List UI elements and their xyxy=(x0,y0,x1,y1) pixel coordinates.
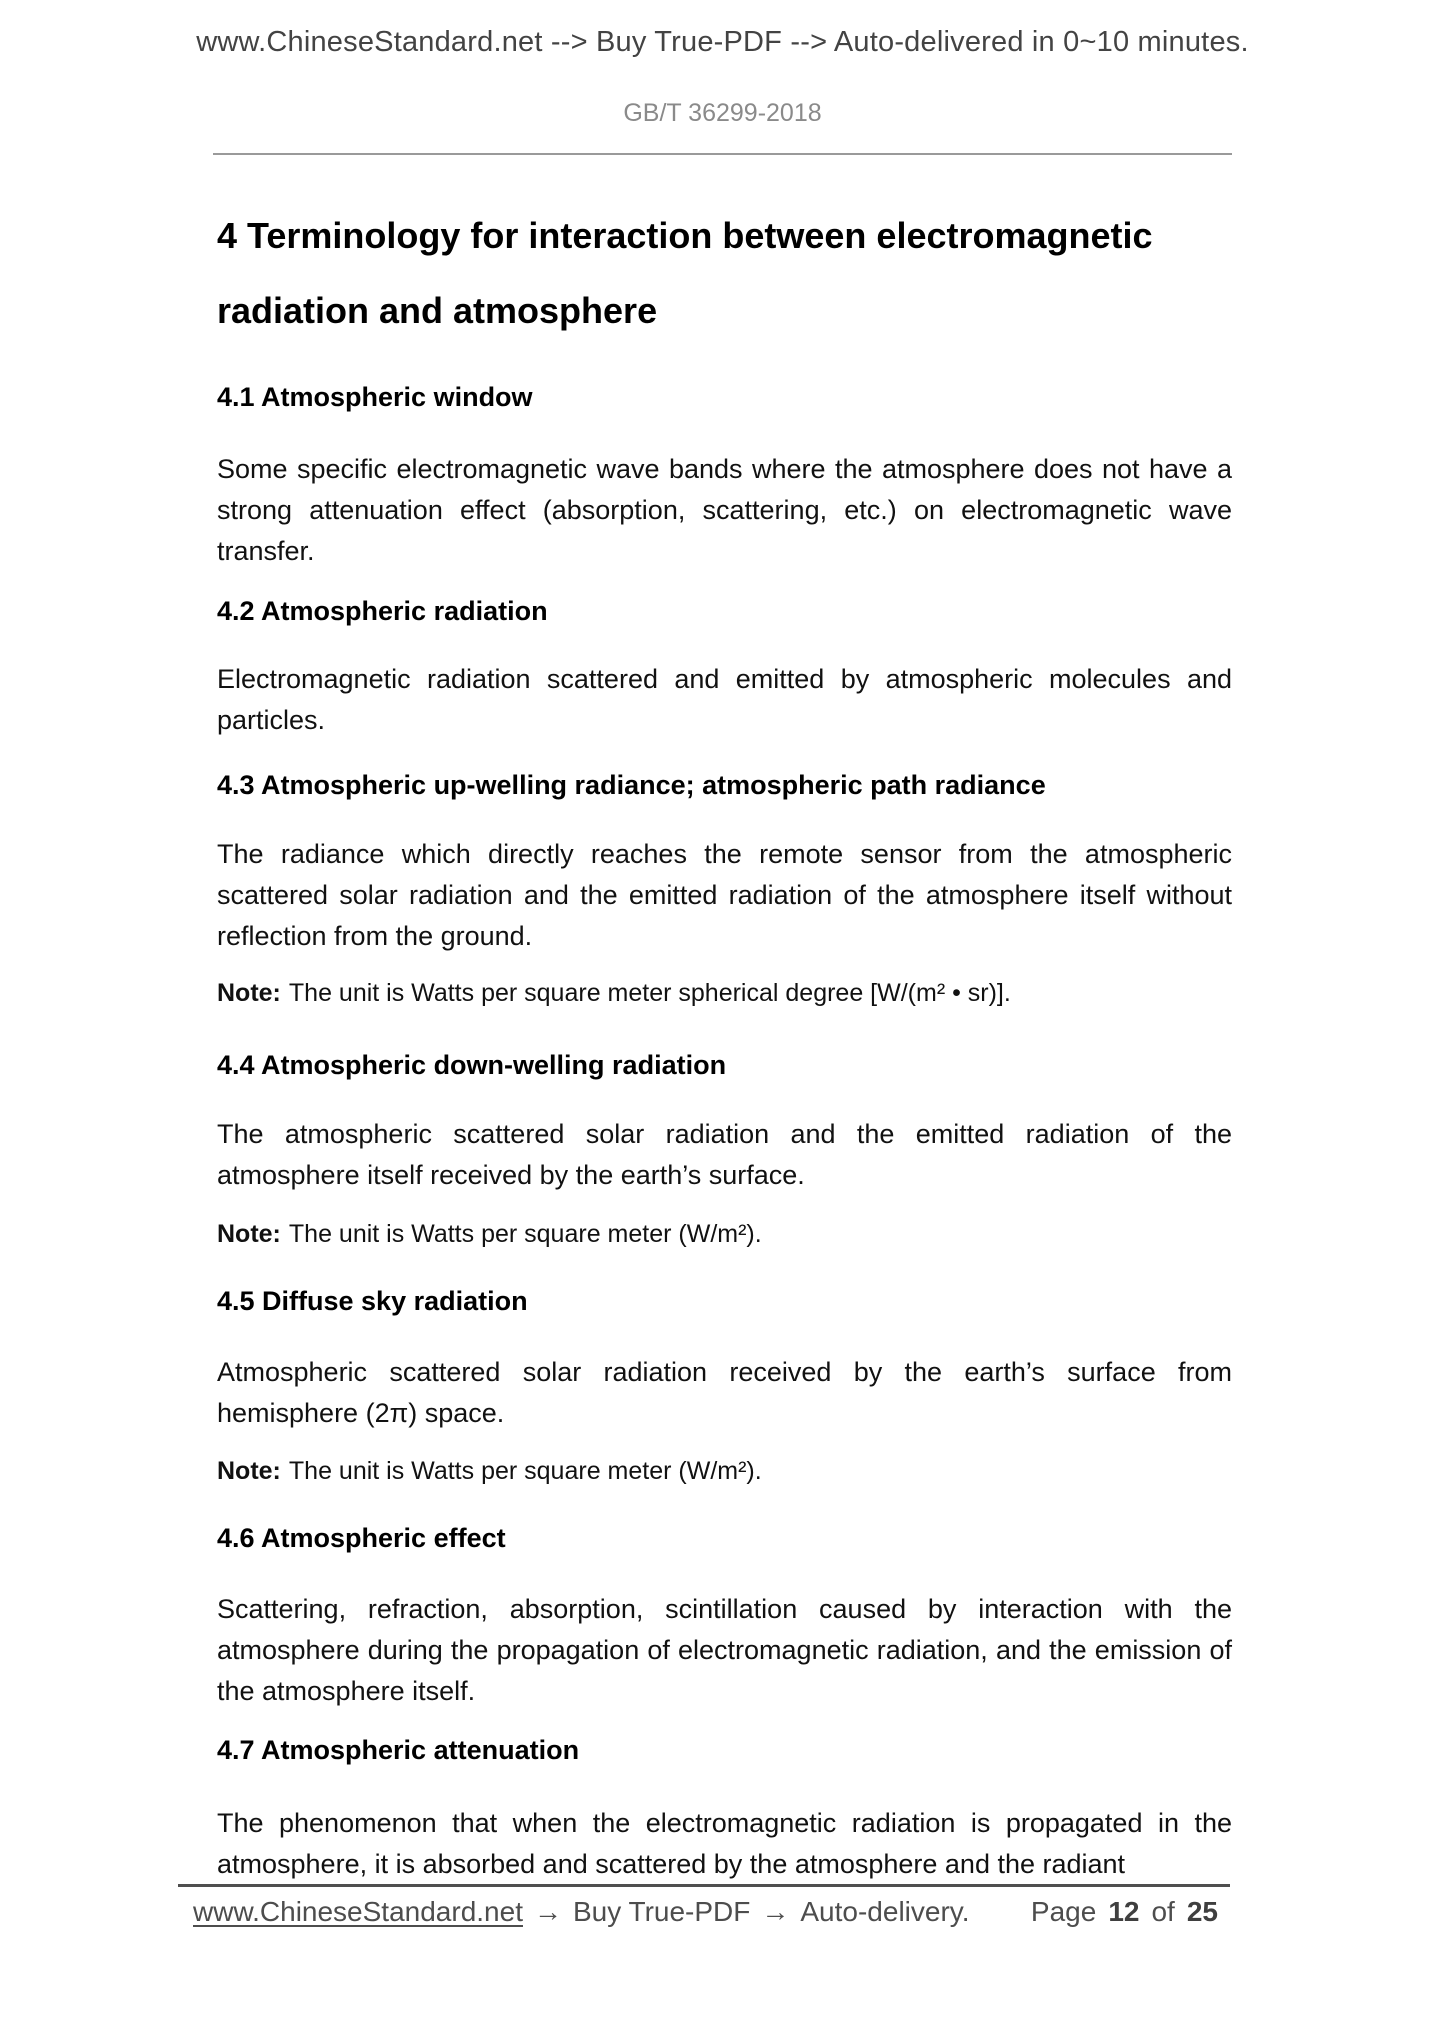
footer-site-link[interactable]: www.ChineseStandard.net xyxy=(193,1896,523,1927)
header-divider xyxy=(213,153,1232,155)
section-paragraph-4-1: Some specific electromagnetic wave bands where the atmosphere does not have a strong attenuation effect (absorption, scattering, etc.) on electromagnetic wave transfer. xyxy=(217,454,1232,566)
section-paragraph-4-3: The radiance which directly reaches the remote sensor from the atmospheric scattered solar radiation and the emitted radiation of the atmosphere itself without reflection from the ground. xyxy=(217,839,1232,951)
section-heading-4-7: 4.7 Atmospheric attenuation xyxy=(217,1735,580,1765)
page-number-total: 25 xyxy=(1186,1896,1218,1927)
section-note-4-4 xyxy=(217,1219,1232,1249)
footer-buy-label: Buy True-PDF xyxy=(572,1896,751,1927)
document-title xyxy=(217,216,1232,331)
note-text: The unit is Watts per square meter (W/m²). xyxy=(288,1457,762,1485)
note-label: Note: xyxy=(217,1457,281,1485)
arrow-right-icon: → xyxy=(761,1896,790,1927)
page-number-current: 12 xyxy=(1108,1896,1140,1927)
section-paragraph-4-5: Atmospheric scattered solar radiation received by the earth’s surface from hemisphere (2π) space. xyxy=(217,1357,1232,1428)
page-word: Page xyxy=(1030,1896,1097,1927)
of-word: of xyxy=(1151,1896,1175,1927)
arrow-right-icon: → xyxy=(533,1896,562,1927)
section-heading-4-3: 4.3 Atmospheric up-welling radiance; atmospheric path radiance xyxy=(217,770,1046,800)
section-note-4-3 xyxy=(217,978,1232,1008)
document-title-line-2: radiation and atmosphere xyxy=(217,290,658,331)
section-note-4-5 xyxy=(217,1456,1232,1486)
standard-number: GB/T 36299-2018 xyxy=(623,99,822,127)
section-heading-4-6: 4.6 Atmospheric effect xyxy=(217,1523,506,1553)
page-indicator xyxy=(1031,1896,1218,1928)
note-label: Note: xyxy=(217,1220,281,1248)
promo-line: www.ChineseStandard.net --> Buy True-PDF --> Auto-delivered in 0~10 minutes. xyxy=(196,26,1249,58)
footer-divider xyxy=(178,1884,1230,1887)
section-heading-4-1: 4.1 Atmospheric window xyxy=(217,382,533,412)
footer-left-group xyxy=(193,1896,969,1928)
note-label: Note: xyxy=(217,979,281,1007)
document-title-line-1: 4 Terminology for interaction between electromagnetic xyxy=(217,215,1153,256)
note-text: The unit is Watts per square meter spherical degree [W/(m² • sr)]. xyxy=(288,979,1011,1007)
section-heading-4-5: 4.5 Diffuse sky radiation xyxy=(217,1286,528,1316)
section-paragraph-4-4: The atmospheric scattered solar radiation and the emitted radiation of the atmosphere itself received by the earth’s surface. xyxy=(217,1119,1232,1190)
footer xyxy=(193,1896,1218,1928)
section-paragraph-4-7: The phenomenon that when the electromagnetic radiation is propagated in the atmosphere, it is absorbed and scattered by the atmosphere and the radiant xyxy=(217,1808,1232,1879)
section-heading-4-4: 4.4 Atmospheric down-welling radiation xyxy=(217,1050,727,1080)
section-heading-4-2: 4.2 Atmospheric radiation xyxy=(217,596,548,626)
section-paragraph-4-6: Scattering, refraction, absorption, scintillation caused by interaction with the atmosphere during the propagation of electromagnetic radiation, and the emission of the atmosphere itself. xyxy=(217,1594,1232,1706)
footer-delivery-label: Auto-delivery. xyxy=(800,1896,970,1927)
note-text: The unit is Watts per square meter (W/m²). xyxy=(288,1220,762,1248)
section-paragraph-4-2: Electromagnetic radiation scattered and emitted by atmospheric molecules and particles. xyxy=(217,664,1232,735)
